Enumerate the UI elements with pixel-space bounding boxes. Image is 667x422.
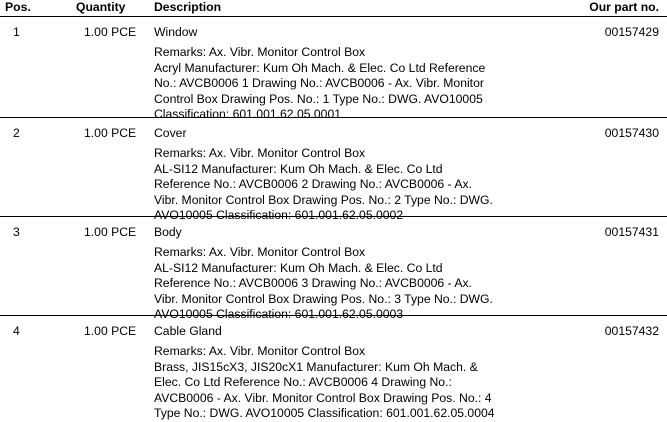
- header-quantity: Quantity: [76, 0, 126, 14]
- remarks-line: AL-SI12 Manufacturer: Kum Oh Mach. & Elec. Co Ltd: [154, 161, 443, 176]
- remarks-line: AVCB0006 - Ax. Vibr. Monitor Control Box Drawing Pos. No.: 4: [154, 390, 492, 405]
- row-part-no: 00157432: [604, 324, 659, 338]
- header-pos: Pos.: [5, 0, 31, 14]
- row-remarks: [154, 45, 514, 123]
- remarks-line: Vibr. Monitor Control Box Drawing Pos. No.: 2 Type No.: DWG.: [154, 192, 493, 207]
- table-header: [0, 0, 667, 17]
- row-quantity: 1.00 PCE: [84, 324, 137, 338]
- remarks-line: Remarks: Ax. Vibr. Monitor Control Box: [154, 45, 366, 59]
- row-quantity: 1.00 PCE: [84, 126, 137, 140]
- remarks-line: Reference No.: AVCB0006 2 Drawing No.: AVCB0006 - Ax.: [154, 177, 472, 192]
- row-description-title: Body: [154, 225, 182, 239]
- remarks-line: AVO10005 Classification: 601.001.62.05.0002: [154, 208, 404, 223]
- row-part-no: 00157430: [604, 126, 659, 140]
- remarks-line: Elec. Co Ltd Reference No.: AVCB0006 4 Drawing No.:: [154, 375, 452, 390]
- row-pos: 2: [13, 126, 20, 140]
- remarks-line: Classification: 601.001.62.05.0001: [154, 107, 342, 122]
- row-description-title: Cable Gland: [154, 324, 222, 338]
- header-part-no: Our part no.: [589, 0, 659, 14]
- row-remarks: [154, 344, 514, 422]
- remarks-line: Control Box Drawing Pos. No.: 1 Type No.: DWG. AVO10005: [154, 91, 483, 106]
- remarks-line: AL-SI12 Manufacturer: Kum Oh Mach. & Elec. Co Ltd: [154, 260, 443, 275]
- remarks-line: No.: AVCB0006 1 Drawing No.: AVCB0006 - Ax. Vibr. Monitor: [154, 76, 484, 91]
- remarks-line: Vibr. Monitor Control Box Drawing Pos. No.: 3 Type No.: DWG.: [154, 291, 493, 306]
- row-part-no: 00157431: [604, 225, 659, 239]
- row-quantity: 1.00 PCE: [84, 25, 137, 39]
- table-row: [0, 118, 667, 223]
- table-row: [0, 217, 667, 322]
- row-pos: 4: [13, 324, 20, 338]
- remarks-line: Brass, JIS15cX3, JIS20cX1 Manufacturer: Kum Oh Mach. &: [154, 359, 478, 374]
- remarks-line: Type No.: DWG. AVO10005 Classification: 601.001.62.05.0004: [154, 406, 495, 421]
- row-pos: 3: [13, 225, 20, 239]
- table-row: [0, 316, 667, 421]
- remarks-line: AVO10005 Classification: 601.001.62.05.0003: [154, 307, 404, 322]
- row-pos: 1: [13, 25, 20, 39]
- row-description-title: Window: [154, 25, 198, 39]
- remarks-line: Remarks: Ax. Vibr. Monitor Control Box: [154, 344, 366, 358]
- row-remarks: [154, 146, 514, 224]
- row-remarks: [154, 245, 514, 323]
- remarks-line: Acryl Manufacturer: Kum Oh Mach. & Elec. Co Ltd Reference: [154, 60, 486, 75]
- remarks-line: Remarks: Ax. Vibr. Monitor Control Box: [154, 146, 366, 160]
- remarks-line: Remarks: Ax. Vibr. Monitor Control Box: [154, 245, 366, 259]
- header-description: Description: [154, 0, 222, 14]
- table-row: [0, 17, 667, 122]
- row-description-title: Cover: [154, 126, 187, 140]
- row-part-no: 00157429: [604, 25, 659, 39]
- remarks-line: Reference No.: AVCB0006 3 Drawing No.: AVCB0006 - Ax.: [154, 276, 472, 291]
- row-quantity: 1.00 PCE: [84, 225, 137, 239]
